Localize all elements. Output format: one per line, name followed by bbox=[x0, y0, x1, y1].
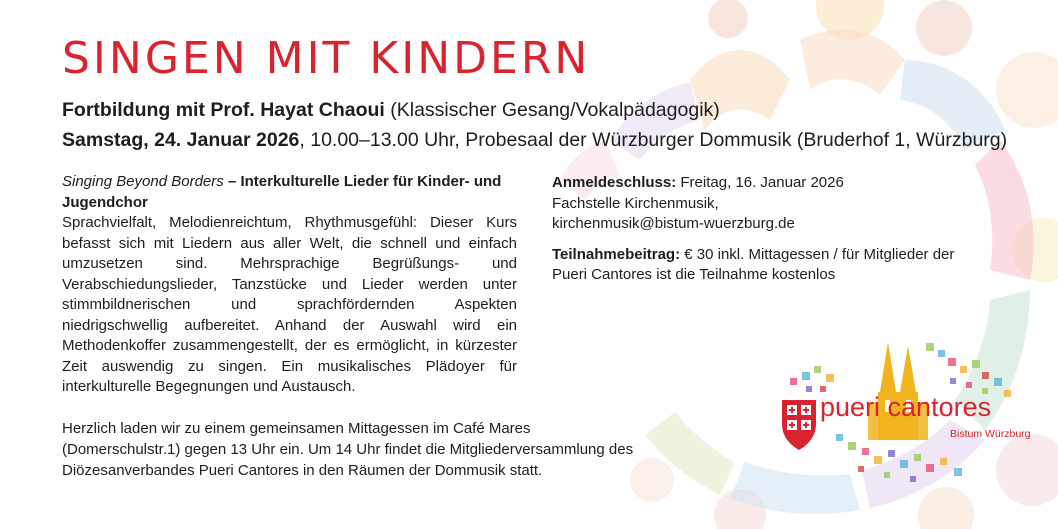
course-description: Sprachvielfalt, Melodienreichtum, Rhythmusgefühl: Dieser Kurs befasst sich mit Liedern aus aller Welt, die schnell und einfach umzusetzen sind. Mehrsprachige Begrüßungs- und Verabschiedungslieder, Tanzstücke und Lieder werden unter stimmbildnerischen und sprachfördernden Aspekten niedrigschwellig aufbereitet. Anhand der Auswahl wird ein Methodenkoffer zusammengestellt, der es ermöglicht, in kürzester Zeit auswendig zu singen. Ein musikalisches Plädoyer für interkulturelle Begegnungen und Austausch. bbox=[62, 214, 517, 395]
subtitle-course bbox=[62, 99, 720, 122]
cathedral-icon bbox=[868, 342, 928, 440]
logo-name: pueri cantores bbox=[820, 392, 992, 422]
registration-deadline bbox=[552, 173, 982, 194]
page-title: SINGEN MIT KINDERN bbox=[62, 33, 591, 84]
registration-fee bbox=[552, 245, 982, 286]
subtitle-date bbox=[62, 129, 1007, 152]
subtitle-course-subject: (Klassischer Gesang/Vokalpädagogik) bbox=[384, 99, 720, 121]
registration-email[interactable]: kirchenmusik@bistum-wuerzburg.de bbox=[552, 215, 795, 232]
course-title bbox=[62, 172, 517, 213]
logo-subtitle: Bistum Würzburg bbox=[950, 428, 1031, 440]
registration-column bbox=[552, 173, 982, 286]
invitation-text: Herzlich laden wir zu einem gemeinsamen Mittagessen im Café Mares (Domerschulstr.1) gegen 13 Uhr ein. Um 14 Uhr findet die Mitgliederversammlung des Diözesanverbandes Pueri Cantores in den Räumen der Dommusik statt. bbox=[62, 420, 634, 479]
course-title-italic: Singing Beyond Borders bbox=[62, 173, 224, 190]
subtitle-date-day: Samstag, 24. Januar 2026 bbox=[62, 129, 300, 151]
deadline-label: Anmeldeschluss: bbox=[552, 174, 677, 191]
subtitle-date-details: , 10.00–13.00 Uhr, Probesaal der Würzburger Dommusik (Bruderhof 1, Würzburg) bbox=[299, 129, 1008, 151]
crest-icon bbox=[782, 400, 816, 450]
course-column bbox=[62, 172, 517, 398]
fee-label: Teilnahmebeitrag: bbox=[552, 245, 681, 263]
registration-office: Fachstelle Kirchenmusik, bbox=[552, 194, 719, 212]
deadline-value: Freitag, 16. Januar 2026 bbox=[676, 174, 844, 191]
fee-value: € 30 inkl. Mittagessen / für Mitglieder der Pueri Cantores ist die Teilnahme kostenlos bbox=[552, 245, 955, 283]
subtitle-course-teacher: Fortbildung mit Prof. Hayat Chaoui bbox=[62, 99, 385, 121]
course-title-rest: – Interkulturelle Lieder für Kinder- und Jugendchor bbox=[62, 173, 502, 211]
